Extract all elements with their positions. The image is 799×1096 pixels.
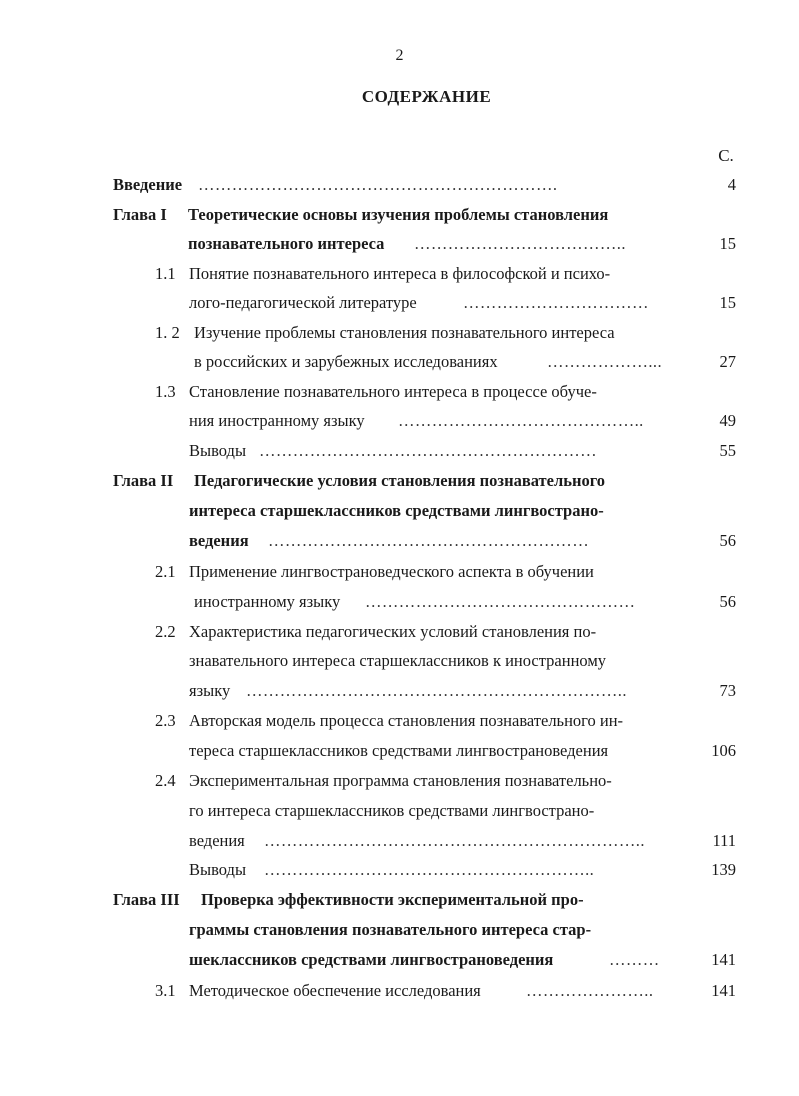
toc-entry-text: Понятие познавательного интереса в философской и психо- (189, 264, 611, 283)
toc-section-2-4 (0, 769, 799, 793)
toc-entry-text: Проверка эффективности экспериментальной про- (201, 890, 584, 909)
toc-section-number: 3.1 (155, 981, 176, 1000)
toc-leader-dots: ………………………………………………… (268, 531, 590, 550)
toc-page-number: 111 (712, 831, 736, 850)
toc-section-number: 1.3 (155, 382, 176, 401)
toc-page-number: 49 (719, 411, 736, 430)
toc-leader-dots: ………………... (547, 352, 662, 371)
toc-chapter-1 (0, 203, 799, 227)
toc-leader-dots: ………………………………………………………. (198, 175, 558, 194)
toc-entry-text: граммы становления познавательного интереса стар- (189, 920, 592, 939)
toc-page-number: 141 (711, 981, 736, 1000)
toc-leader-dots: …………………………………………………… (259, 441, 597, 460)
toc-entry-text: в российских и зарубежных исследованиях (194, 352, 498, 371)
toc-entry-text: ния иностранному языку (189, 411, 365, 430)
toc-leader-dots: ……… (609, 950, 660, 969)
toc-entry-text: Применение лингвострановедческого аспекта в обучении (189, 562, 594, 581)
toc-conclusions-2 (0, 858, 799, 882)
toc-page-number: 73 (719, 681, 736, 700)
toc-section-2-2-cont (0, 649, 799, 673)
toc-entry-text: ведения (189, 531, 249, 550)
toc-page-number: 56 (719, 531, 736, 550)
toc-entry-text: языку (189, 681, 231, 700)
toc-section-2-1-cont (0, 590, 799, 614)
toc-entry-text: знавательного интереса старшеклассников к иностранному (189, 651, 607, 670)
toc-section-2-3 (0, 709, 799, 733)
toc-section-2-3-cont (0, 739, 799, 763)
toc-page-number: 15 (719, 293, 736, 312)
toc-chapter-number: Глава III (113, 890, 180, 909)
toc-entry-text: лого-педагогической литературе (189, 293, 417, 312)
toc-entry-intro (0, 173, 799, 197)
toc-entry-text: го интереса старшеклассников средствами лингвострано- (189, 801, 595, 820)
toc-section-2-1 (0, 560, 799, 584)
toc-page-number: 55 (719, 441, 736, 460)
toc-section-number: 1. 2 (155, 323, 180, 342)
toc-entry-text: Становление познавательного интереса в процессе обуче- (189, 382, 597, 401)
toc-page-number: 4 (727, 175, 736, 194)
toc-entry-text: интереса старшеклассников средствами лингвострано- (189, 501, 604, 520)
toc-chapter-3-cont2 (0, 948, 799, 972)
page-column-header: С. (718, 146, 734, 165)
toc-entry-text: Характеристика педагогических условий становления по- (189, 622, 597, 641)
toc-entry-text: иностранному языку (194, 592, 341, 611)
toc-page-number: 106 (711, 741, 736, 760)
toc-leader-dots: ………………………………………………………….. (264, 831, 645, 850)
toc-entry-text: Методическое обеспечение исследования (189, 981, 481, 1000)
toc-page-number: 141 (711, 950, 736, 969)
toc-section-number: 2.4 (155, 771, 176, 790)
toc-entry-text: Экспериментальная программа становления познавательно- (189, 771, 612, 790)
toc-entry-text: ведения (189, 831, 245, 850)
toc-entry-text: Теоретические основы изучения проблемы становления (188, 205, 609, 224)
toc-chapter-2 (0, 469, 799, 493)
toc-chapter-3 (0, 888, 799, 912)
toc-page-number: 15 (719, 234, 736, 253)
toc-section-2-4-cont (0, 799, 799, 823)
toc-chapter-2-cont2 (0, 529, 799, 553)
toc-leader-dots: …………………………………….. (398, 411, 644, 430)
toc-leader-dots: ………………………………………… (365, 592, 636, 611)
toc-entry-text: Выводы (189, 441, 247, 460)
toc-section-1-1 (0, 262, 799, 286)
toc-leader-dots: …………………………… (463, 293, 649, 312)
toc-section-3-1 (0, 979, 799, 1003)
toc-chapter-2-cont (0, 499, 799, 523)
toc-entry-text: познавательного интереса (188, 234, 385, 253)
toc-section-2-2-cont2 (0, 679, 799, 703)
toc-leader-dots: ………………………………………………………….. (246, 681, 627, 700)
page-number: 2 (395, 47, 404, 64)
toc-entry-text: Авторская модель процесса становления познавательного ин- (189, 711, 624, 730)
toc-section-2-4-cont2 (0, 829, 799, 853)
toc-section-number: 2.1 (155, 562, 176, 581)
toc-chapter-number: Глава I (113, 205, 167, 224)
toc-leader-dots: ………………….. (526, 981, 654, 1000)
toc-section-1-2 (0, 321, 799, 345)
toc-page-number: 27 (719, 352, 736, 371)
toc-entry-text: шеклассников средствами лингвострановедения (189, 950, 554, 969)
toc-section-1-3 (0, 380, 799, 404)
toc-section-number: 1.1 (155, 264, 176, 283)
toc-page-number: 139 (711, 860, 736, 879)
toc-section-number: 2.2 (155, 622, 176, 641)
toc-section-1-1-cont (0, 291, 799, 315)
toc-chapter-3-cont (0, 918, 799, 942)
toc-chapter-1-cont (0, 232, 799, 256)
toc-entry-text: Педагогические условия становления познавательного (194, 471, 606, 490)
toc-entry-text: Выводы (189, 860, 247, 879)
toc-section-2-2 (0, 620, 799, 644)
page-title: СОДЕРЖАНИЕ (361, 87, 492, 106)
toc-section-1-3-cont (0, 409, 799, 433)
toc-entry-text: Изучение проблемы становления познавательного интереса (194, 323, 615, 342)
toc-chapter-number: Глава II (113, 471, 174, 490)
toc-conclusions-1 (0, 439, 799, 463)
toc-section-1-2-cont (0, 350, 799, 374)
toc-section-number: 2.3 (155, 711, 176, 730)
toc-entry-text: тереса старшеклассников средствами лингвострановедения (189, 741, 609, 760)
toc-page-number: 56 (719, 592, 736, 611)
toc-leader-dots: ……………………………….. (414, 234, 626, 253)
toc-leader-dots: ………………………………………………….. (264, 860, 595, 879)
toc-entry-text: Введение (113, 175, 183, 194)
